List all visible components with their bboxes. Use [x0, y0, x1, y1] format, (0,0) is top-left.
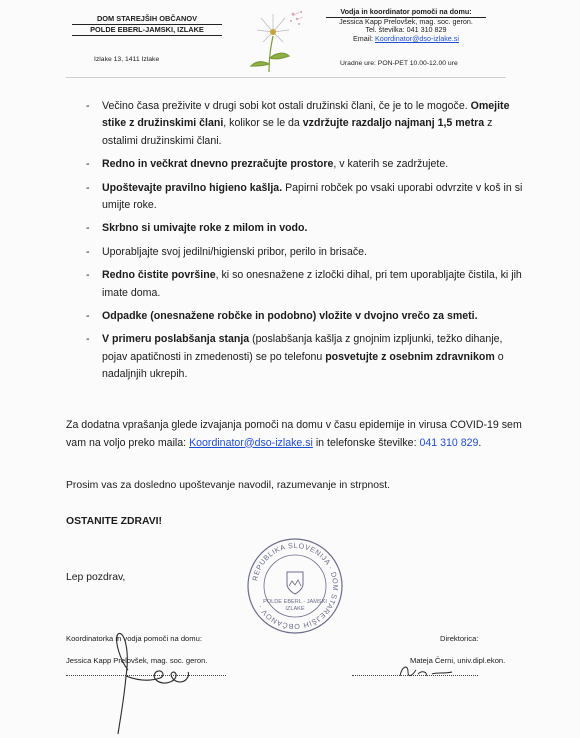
instruction-item [86, 244, 530, 261]
bullet-dash-icon: - [86, 333, 90, 346]
institution-subname: POLDE EBERL-JAMSKI, IZLAKE [72, 25, 222, 36]
institution-address: Izlake 13, 1411 Izlake [94, 56, 160, 63]
coordinator-contact-block [326, 7, 486, 67]
instruction-emphasis: Redno čistite površine [102, 269, 216, 282]
info-text-3: . [478, 436, 482, 449]
instruction-text: z ostalimi družinskimi člani. [102, 117, 493, 147]
instruction-emphasis: Redno in večkrat dnevno prezračujte prostore [102, 158, 334, 171]
office-hours: Uradne ure: PON-PET 10.00-12.00 ure [340, 60, 458, 67]
instruction-item [86, 308, 530, 325]
header-divider [66, 77, 506, 78]
instruction-item [86, 156, 530, 173]
stamp-line-2: IZLAKE [285, 606, 305, 612]
greeting-text: Lep pozdrav, [66, 572, 126, 583]
bullet-dash-icon: - [86, 245, 90, 258]
instruction-item [86, 331, 530, 383]
instruction-item [86, 267, 530, 302]
info-text-1: Za dodatna vprašanja glede izvajanja pomoči na domu v času epidemije in virusa COVID-19 sem vam na voljo preko maila: [66, 419, 522, 449]
stay-healthy-text: OSTANITE ZDRAVI! [66, 516, 163, 527]
institution-header [72, 14, 222, 36]
instruction-text: Večino časa preživite v drugi sobi kot ostali družinski člani, če je to le mogoče. [102, 100, 471, 112]
dandelion-logo-icon [233, 6, 313, 76]
instruction-text: , v katerih se zadržujete. [333, 158, 449, 171]
official-stamp [245, 536, 345, 636]
coordinator-name: Jessica Kapp Prelovšek, mag. soc. geron. [339, 16, 473, 26]
coordinator-email-line [326, 35, 486, 44]
bullet-dash-icon: - [86, 100, 90, 112]
info-paragraph [66, 417, 536, 452]
handwritten-signature-right [396, 660, 456, 682]
instruction-emphasis: V primeru poslabšanja stanja [102, 333, 250, 346]
coordinator-email-link[interactable]: Koordinator@dso-izlake.si [374, 33, 459, 43]
instruction-item [86, 180, 530, 215]
director-signature-name: Mateja Černi, univ.dipl.ekon. [410, 656, 506, 665]
info-email-link[interactable]: Koordinator@dso-izlake.si [189, 436, 313, 449]
handwritten-signature-left [90, 630, 210, 738]
instruction-text: , ki so onesnažene z izločki dihal, pri tem uporabljajte čistila, ki jih imate doma. [102, 269, 522, 299]
instruction-text: , kolikor se le da [223, 117, 303, 130]
bullet-dash-icon: - [86, 222, 90, 235]
instruction-text: Papirni robček po vsaki uporabi odvrzite v koš in si umijte roke. [102, 181, 523, 212]
bullet-dash-icon: - [86, 181, 90, 194]
info-phone: 041 310 829 [419, 436, 479, 449]
bullet-dash-icon: - [86, 269, 90, 282]
instruction-text: o nadaljnjih ukrepih. [102, 350, 504, 381]
instructions-list [86, 98, 530, 390]
instruction-text: Uporabljajte svoj jedilni/higienski pribor, perilo in brisače. [102, 245, 367, 258]
instruction-item [86, 98, 530, 150]
stamp-ring-text: REPUBLIKA SLOVENIJA · DOM STAREJŠIH OBČANOV · [250, 540, 341, 632]
instruction-emphasis: Upoštevajte pravilno higieno kašlja. [102, 181, 283, 194]
instruction-emphasis: Skrbno si umivajte roke z milom in vodo. [102, 222, 308, 235]
instruction-text: (poslabšanja kašlja z gnojnim izpljunki, težko dihanje, pojav apatičnosti in zmedenosti) se po telefonu [102, 333, 503, 363]
coat-of-arms-icon [287, 572, 303, 594]
instruction-emphasis: posvetujte z osebnim zdravnikom [325, 350, 495, 363]
director-signature-title: Direktorica: [440, 634, 479, 643]
info-text-2: in telefonske številke: [312, 436, 420, 449]
email-label: Email: [353, 33, 375, 43]
instruction-emphasis: Odpadke (onesnažene robčke in podobno) vložite v dvojno vrečo za smeti. [102, 310, 478, 323]
coordinator-signature-name: Jessica Kapp Prelovšek, mag. soc. geron. [66, 656, 208, 665]
bullet-dash-icon: - [86, 310, 90, 323]
request-text: Prosim vas za dosledno upoštevanje navodil, razumevanje in strpnost. [66, 480, 391, 491]
institution-name: DOM STAREJŠIH OBČANOV [72, 14, 222, 25]
coordinator-signature-title: Koordinatorka in vodja pomoči na domu: [66, 634, 202, 643]
instruction-emphasis: Omejite stike z družinskimi člani [102, 100, 510, 130]
bullet-dash-icon: - [86, 158, 90, 171]
coordinator-role: Vodja in koordinator pomoči na domu: [326, 8, 486, 18]
stamp-line-1: POLDE EBERL - JAMSKI [263, 599, 327, 605]
instruction-item [86, 220, 530, 237]
coordinator-phone: Tel. številka: 041 310 829 [365, 25, 447, 35]
instruction-emphasis: vzdržujte razdaljo najmanj 1,5 metra [302, 117, 485, 130]
